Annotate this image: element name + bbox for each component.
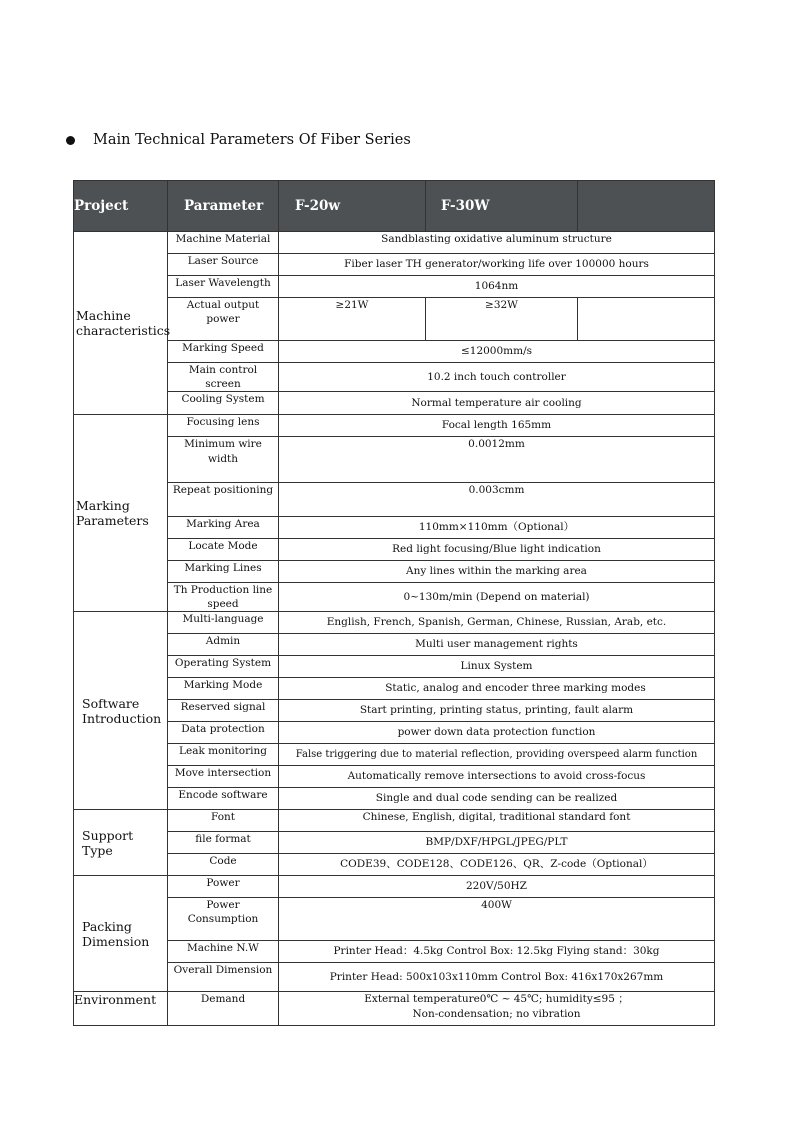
row-value: Start printing, printing status, printing, fault alarm	[279, 700, 715, 722]
table-row	[74, 539, 715, 561]
row-label: Repeat positioning	[168, 483, 279, 517]
table-row	[74, 876, 715, 898]
row-value: 220V/50HZ	[279, 876, 715, 898]
group-packing-dimension: Packing Dimension	[74, 876, 168, 992]
row-label: Operating System	[168, 656, 279, 678]
row-label: Reserved signal	[168, 700, 279, 722]
table-row	[74, 232, 715, 254]
table-row	[74, 941, 715, 963]
row-label: Marking Lines	[168, 561, 279, 583]
row-value: Single and dual code sending can be realized	[279, 788, 715, 810]
row-value: Focal length 165mm	[279, 415, 715, 437]
table-row	[74, 276, 715, 298]
row-label: Laser Source	[168, 254, 279, 276]
table-row	[74, 832, 715, 854]
section-heading	[66, 132, 411, 148]
table-row	[74, 766, 715, 788]
header-model-f30w: F-30W	[426, 181, 578, 232]
row-label: Overall Dimension	[168, 963, 279, 992]
row-value: 1064nm	[279, 276, 715, 298]
row-value: Normal temperature air cooling	[279, 392, 715, 415]
table-row	[74, 634, 715, 656]
row-label: Data protection	[168, 722, 279, 744]
bullet-icon	[66, 136, 75, 145]
table-row	[74, 583, 715, 612]
group-software-introduction: Software Introduction	[74, 612, 168, 810]
group-environment: Environment	[74, 992, 168, 1026]
row-value: False triggering due to material reflection, providing overspeed alarm function	[279, 744, 715, 766]
row-value: Any lines within the marking area	[279, 561, 715, 583]
row-label: Main control screen	[168, 363, 279, 392]
table-row	[74, 898, 715, 941]
table-row	[74, 437, 715, 483]
table-row	[74, 483, 715, 517]
table-row	[74, 517, 715, 539]
group-machine-characteristics: Machine characteristics	[74, 232, 168, 415]
row-label: Multi-language	[168, 612, 279, 634]
header-project: Project	[74, 181, 168, 232]
row-value: 0.003cmm	[279, 483, 715, 517]
row-value: Static, analog and encoder three marking modes	[279, 678, 715, 700]
row-label: Machine N.W	[168, 941, 279, 963]
row-value: Chinese, English, digital, traditional standard font	[279, 810, 715, 832]
heading-text: Main Technical Parameters Of Fiber Series	[93, 132, 411, 148]
row-value: power down data protection function	[279, 722, 715, 744]
row-label: file format	[168, 832, 279, 854]
row-label: Power Consumption	[168, 898, 279, 941]
row-value: CODE39、CODE128、CODE126、QR、Z-code（Optional）	[279, 854, 715, 876]
row-label: Leak monitoring	[168, 744, 279, 766]
table-row	[74, 744, 715, 766]
row-label: Cooling System	[168, 392, 279, 415]
table-row	[74, 612, 715, 634]
table-row	[74, 392, 715, 415]
row-value: Red light focusing/Blue light indication	[279, 539, 715, 561]
row-value: 10.2 inch touch controller	[279, 363, 715, 392]
table-header-row	[74, 181, 715, 232]
group-marking-parameters: Marking Parameters	[74, 415, 168, 612]
header-parameter: Parameter	[168, 181, 279, 232]
row-value: BMP/DXF/HPGL/JPEG/PLT	[279, 832, 715, 854]
row-value: Multi user management rights	[279, 634, 715, 656]
table-row	[74, 415, 715, 437]
row-value: Linux System	[279, 656, 715, 678]
row-label: Font	[168, 810, 279, 832]
row-value: Sandblasting oxidative aluminum structure	[279, 232, 715, 254]
row-label: Locate Mode	[168, 539, 279, 561]
table-row	[74, 363, 715, 392]
table-row	[74, 810, 715, 832]
row-label: Move intersection	[168, 766, 279, 788]
row-value: English, French, Spanish, German, Chinese, Russian, Arab, etc.	[279, 612, 715, 634]
row-label: Focusing lens	[168, 415, 279, 437]
environment-demand-line2: Non-condensation; no vibration	[412, 1008, 581, 1020]
row-value	[279, 992, 715, 1026]
row-value-f30w: ≥32W	[426, 298, 578, 341]
row-label: Marking Speed	[168, 341, 279, 363]
row-value: Printer Head: 500x103x110mm Control Box: 416x170x267mm	[279, 963, 715, 992]
row-value: 0~130m/min (Depend on material)	[279, 583, 715, 612]
table-row	[74, 722, 715, 744]
row-value: Fiber laser TH generator/working life over 100000 hours	[279, 254, 715, 276]
row-label: Laser Wavelength	[168, 276, 279, 298]
table-row	[74, 656, 715, 678]
row-value: 0.0012mm	[279, 437, 715, 483]
row-label: Th Production line speed	[168, 583, 279, 612]
environment-demand-line1: External temperature0℃ ~ 45℃; humidity≤95 ；	[364, 993, 629, 1005]
table-row	[74, 992, 715, 1026]
spec-table	[73, 180, 715, 1026]
row-label: Demand	[168, 992, 279, 1026]
row-label: Marking Area	[168, 517, 279, 539]
row-label: Minimum wire width	[168, 437, 279, 483]
row-value: 110mm×110mm（Optional）	[279, 517, 715, 539]
table-row	[74, 854, 715, 876]
table-row	[74, 678, 715, 700]
row-value-f20w: ≥21W	[279, 298, 426, 341]
row-value: Automatically remove intersections to avoid cross-focus	[279, 766, 715, 788]
row-value: ≤12000mm/s	[279, 341, 715, 363]
row-value: Printer Head：4.5kg Control Box: 12.5kg Flying stand：30kg	[279, 941, 715, 963]
row-label: Machine Material	[168, 232, 279, 254]
group-support-type: Support Type	[74, 810, 168, 876]
header-model-f20w: F-20w	[279, 181, 426, 232]
header-model-empty	[578, 181, 715, 232]
table-row	[74, 341, 715, 363]
table-row	[74, 561, 715, 583]
table-row	[74, 788, 715, 810]
row-label: Power	[168, 876, 279, 898]
table-row	[74, 254, 715, 276]
table-row	[74, 963, 715, 992]
row-value: 400W	[279, 898, 715, 941]
row-value-empty	[578, 298, 715, 341]
row-label: Encode software	[168, 788, 279, 810]
table-row	[74, 700, 715, 722]
row-label: Admin	[168, 634, 279, 656]
row-label: Code	[168, 854, 279, 876]
row-label: Actual output power	[168, 298, 279, 341]
row-label: Marking Mode	[168, 678, 279, 700]
